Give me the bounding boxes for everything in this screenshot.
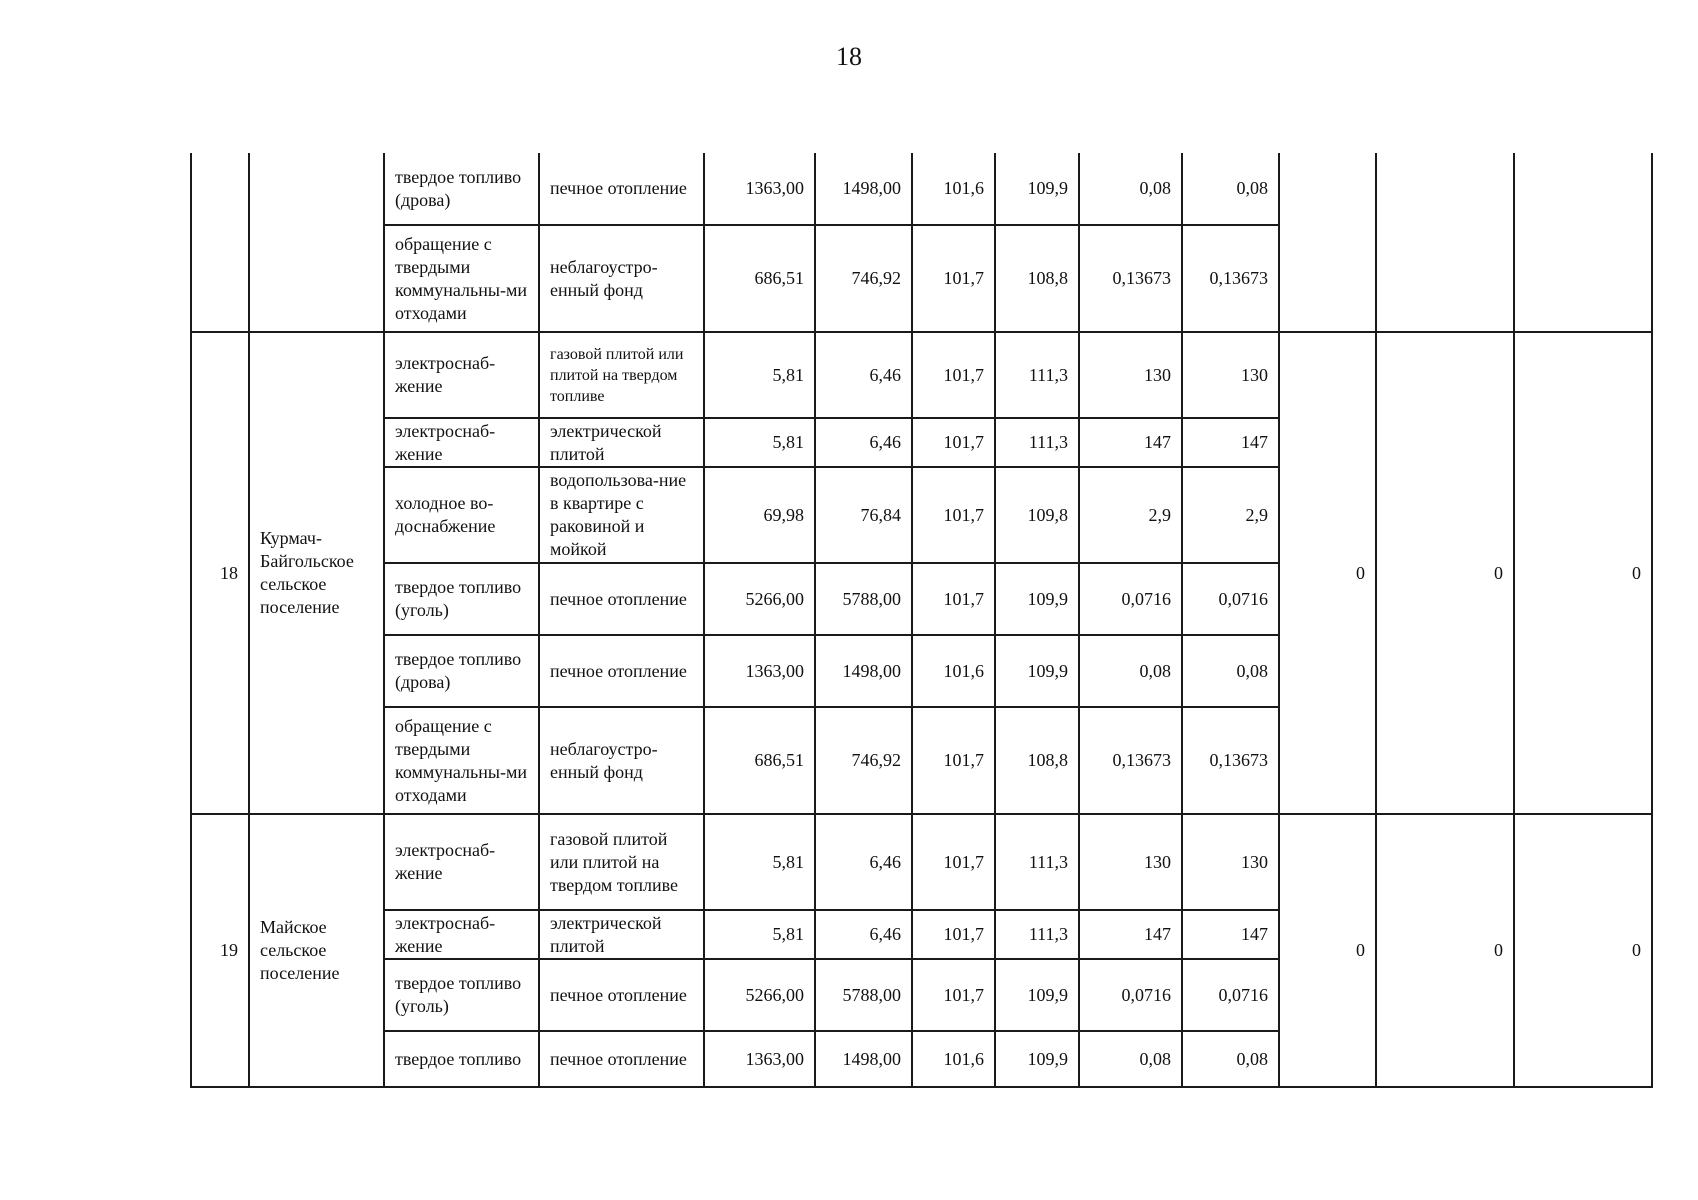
norm-cell: электрической плитой xyxy=(539,418,704,467)
norm-cell: печное отопление xyxy=(539,153,704,225)
value-cell-v5: 130 xyxy=(1079,814,1182,910)
value-cell-v4: 109,9 xyxy=(995,563,1079,635)
resource-cell: холодное во-доснабжение xyxy=(384,467,539,563)
table-row xyxy=(191,153,1652,225)
settlement-name: Курмач-Байгольское сельское поселение xyxy=(249,332,384,814)
extra-value-3: 0 xyxy=(1514,332,1652,814)
value-cell-v3: 101,6 xyxy=(912,635,995,707)
index-cell xyxy=(191,153,249,332)
value-cell-v3: 101,7 xyxy=(912,910,995,959)
value-cell-v3: 101,6 xyxy=(912,153,995,225)
settlement-index: 18 xyxy=(191,332,249,814)
value-cell-v4: 109,9 xyxy=(995,1031,1079,1087)
value-cell-v6: 147 xyxy=(1182,910,1279,959)
value-cell-v6: 0,0716 xyxy=(1182,959,1279,1031)
value-cell-v4: 109,9 xyxy=(995,153,1079,225)
value-cell-v3: 101,7 xyxy=(912,563,995,635)
extra-value-1: 0 xyxy=(1279,332,1376,814)
settlement-name: Майское сельское поселение xyxy=(249,814,384,1087)
value-cell-v2: 6,46 xyxy=(815,418,912,467)
extra-cell xyxy=(1279,153,1376,332)
value-cell-v6: 0,0716 xyxy=(1182,563,1279,635)
resource-cell: твердое топливо (уголь) xyxy=(384,563,539,635)
value-cell-v2: 1498,00 xyxy=(815,635,912,707)
resource-cell: обращение с твердыми коммунальны-ми отходами xyxy=(384,225,539,332)
value-cell-v5: 2,9 xyxy=(1079,467,1182,563)
value-cell-v1: 5266,00 xyxy=(704,563,815,635)
value-cell-v1: 69,98 xyxy=(704,467,815,563)
resource-cell: твердое топливо (уголь) xyxy=(384,959,539,1031)
value-cell-v6: 0,08 xyxy=(1182,635,1279,707)
resource-cell: твердое топливо (дрова) xyxy=(384,635,539,707)
value-cell-v1: 5,81 xyxy=(704,910,815,959)
value-cell-v5: 147 xyxy=(1079,910,1182,959)
resource-cell: твердое топливо (дрова) xyxy=(384,153,539,225)
value-cell-v1: 1363,00 xyxy=(704,153,815,225)
value-cell-v5: 0,08 xyxy=(1079,1031,1182,1087)
norm-cell: печное отопление xyxy=(539,563,704,635)
value-cell-v4: 108,8 xyxy=(995,225,1079,332)
value-cell-v4: 109,9 xyxy=(995,959,1079,1031)
value-cell-v6: 2,9 xyxy=(1182,467,1279,563)
value-cell-v5: 0,08 xyxy=(1079,153,1182,225)
value-cell-v1: 686,51 xyxy=(704,225,815,332)
value-cell-v1: 1363,00 xyxy=(704,635,815,707)
norm-cell: печное отопление xyxy=(539,635,704,707)
value-cell-v3: 101,7 xyxy=(912,332,995,418)
value-cell-v1: 686,51 xyxy=(704,707,815,814)
resource-cell: твердое топливо xyxy=(384,1031,539,1087)
value-cell-v2: 6,46 xyxy=(815,910,912,959)
norm-cell: неблагоустро-енный фонд xyxy=(539,707,704,814)
norm-cell: газовой плитой или плитой на твердом топливе xyxy=(539,814,704,910)
value-cell-v1: 1363,00 xyxy=(704,1031,815,1087)
resource-cell: электроснаб-жение xyxy=(384,910,539,959)
value-cell-v3: 101,7 xyxy=(912,225,995,332)
extra-value-2: 0 xyxy=(1376,814,1514,1087)
extra-value-2: 0 xyxy=(1376,332,1514,814)
extra-cell xyxy=(1376,153,1514,332)
extra-cell xyxy=(1514,153,1652,332)
value-cell-v1: 5266,00 xyxy=(704,959,815,1031)
value-cell-v4: 109,9 xyxy=(995,635,1079,707)
value-cell-v4: 111,3 xyxy=(995,910,1079,959)
value-cell-v5: 0,13673 xyxy=(1079,225,1182,332)
value-cell-v2: 1498,00 xyxy=(815,1031,912,1087)
value-cell-v5: 0,0716 xyxy=(1079,563,1182,635)
value-cell-v2: 5788,00 xyxy=(815,563,912,635)
table-row xyxy=(191,332,1652,418)
value-cell-v6: 0,08 xyxy=(1182,153,1279,225)
value-cell-v4: 111,3 xyxy=(995,332,1079,418)
settlement-index: 19 xyxy=(191,814,249,1087)
value-cell-v5: 0,0716 xyxy=(1079,959,1182,1031)
norm-cell: электрической плитой xyxy=(539,910,704,959)
value-cell-v2: 746,92 xyxy=(815,707,912,814)
value-cell-v5: 130 xyxy=(1079,332,1182,418)
value-cell-v3: 101,7 xyxy=(912,814,995,910)
value-cell-v1: 5,81 xyxy=(704,332,815,418)
value-cell-v3: 101,7 xyxy=(912,467,995,563)
norm-cell: печное отопление xyxy=(539,1031,704,1087)
value-cell-v3: 101,7 xyxy=(912,959,995,1031)
value-cell-v2: 746,92 xyxy=(815,225,912,332)
value-cell-v1: 5,81 xyxy=(704,814,815,910)
value-cell-v4: 111,3 xyxy=(995,814,1079,910)
value-cell-v5: 0,13673 xyxy=(1079,707,1182,814)
resource-cell: электроснаб-жение xyxy=(384,418,539,467)
resource-cell: электроснаб-жение xyxy=(384,332,539,418)
value-cell-v2: 5788,00 xyxy=(815,959,912,1031)
value-cell-v4: 108,8 xyxy=(995,707,1079,814)
value-cell-v6: 130 xyxy=(1182,332,1279,418)
resource-cell: обращение с твердыми коммунальны-ми отходами xyxy=(384,707,539,814)
norm-cell: неблагоустро-енный фонд xyxy=(539,225,704,332)
value-cell-v5: 0,08 xyxy=(1079,635,1182,707)
value-cell-v3: 101,6 xyxy=(912,1031,995,1087)
norm-cell: печное отопление xyxy=(539,959,704,1031)
table-row xyxy=(191,814,1652,910)
value-cell-v6: 130 xyxy=(1182,814,1279,910)
tariff-table xyxy=(190,153,1653,1088)
value-cell-v3: 101,7 xyxy=(912,418,995,467)
value-cell-v6: 0,08 xyxy=(1182,1031,1279,1087)
resource-cell: электроснаб-жение xyxy=(384,814,539,910)
value-cell-v5: 147 xyxy=(1079,418,1182,467)
page-number: 18 xyxy=(836,42,862,71)
value-cell-v6: 0,13673 xyxy=(1182,707,1279,814)
value-cell-v6: 147 xyxy=(1182,418,1279,467)
extra-value-3: 0 xyxy=(1514,814,1652,1087)
value-cell-v2: 76,84 xyxy=(815,467,912,563)
extra-value-1: 0 xyxy=(1279,814,1376,1087)
value-cell-v4: 111,3 xyxy=(995,418,1079,467)
value-cell-v2: 1498,00 xyxy=(815,153,912,225)
value-cell-v6: 0,13673 xyxy=(1182,225,1279,332)
settlement-cell xyxy=(249,153,384,332)
value-cell-v2: 6,46 xyxy=(815,814,912,910)
value-cell-v3: 101,7 xyxy=(912,707,995,814)
value-cell-v1: 5,81 xyxy=(704,418,815,467)
norm-cell: водопользова-ние в квартире с раковиной и мойкой xyxy=(539,467,704,563)
norm-cell: газовой плитой или плитой на твердом топливе xyxy=(539,332,704,418)
value-cell-v4: 109,8 xyxy=(995,467,1079,563)
value-cell-v2: 6,46 xyxy=(815,332,912,418)
